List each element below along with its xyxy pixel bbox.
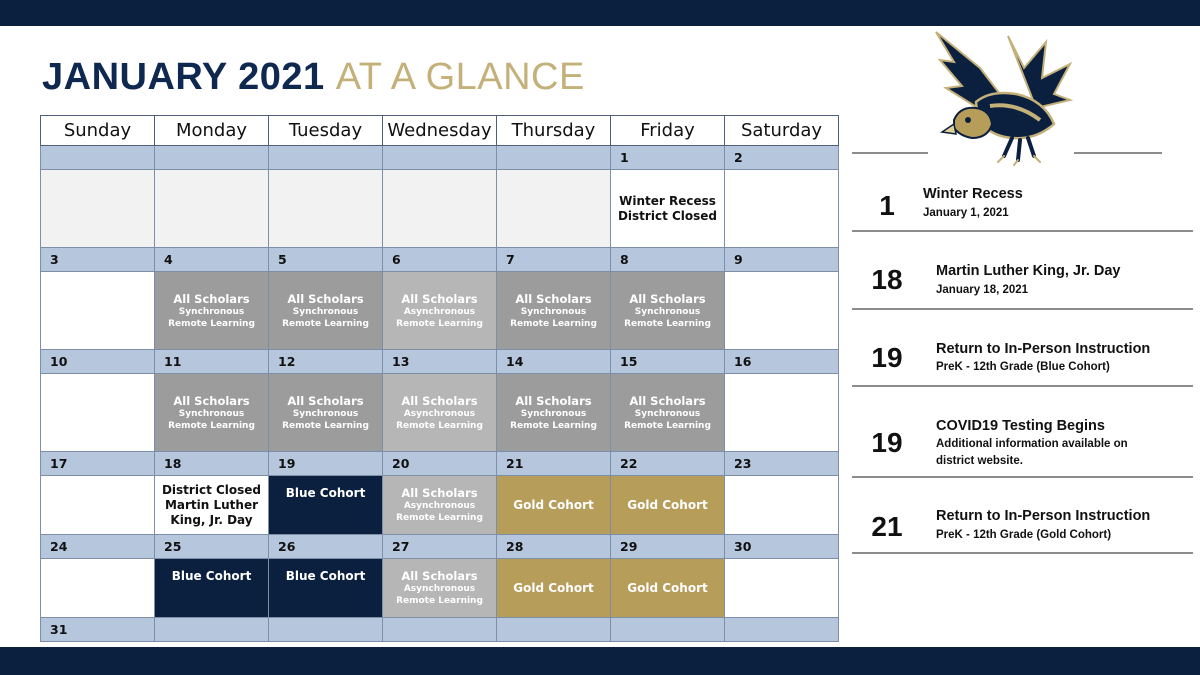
day-cell — [41, 374, 155, 452]
date-cell — [611, 618, 725, 642]
date-row — [41, 248, 839, 272]
bottom-banner — [0, 647, 1200, 675]
date-cell: 20 — [383, 452, 497, 476]
date-cell: 26 — [269, 535, 383, 559]
day-cell — [155, 170, 269, 248]
event-type: Remote Learning — [510, 318, 597, 329]
day-cell-blue-cohort — [269, 559, 383, 618]
date-cell: 30 — [725, 535, 839, 559]
event-type: Remote Learning — [168, 420, 255, 431]
date-cell: 7 — [497, 248, 611, 272]
date-cell — [269, 146, 383, 170]
date-cell — [725, 618, 839, 642]
event-label: District Closed — [617, 208, 718, 223]
weekday-saturday: Saturday — [725, 116, 839, 146]
event-day: 19 — [871, 342, 903, 373]
event-mode: Synchronous — [520, 306, 587, 317]
event-type: Remote Learning — [396, 513, 483, 523]
date-cell: 10 — [41, 350, 155, 374]
date-cell: 19 — [269, 452, 383, 476]
divider — [852, 308, 1193, 310]
date-cell: 24 — [41, 535, 155, 559]
event-desc: district website. — [936, 455, 1023, 467]
divider — [852, 152, 928, 154]
week-content-row — [41, 272, 839, 350]
day-cell — [725, 476, 839, 535]
day-cell-async — [383, 374, 497, 452]
week-content-row — [41, 559, 839, 618]
event-desc: PreK - 12th Grade (Blue Cohort) — [936, 361, 1110, 373]
event-item — [852, 409, 1192, 477]
day-cell-sync — [155, 272, 269, 350]
date-cell — [155, 618, 269, 642]
event-label: All Scholars — [173, 291, 250, 306]
day-cell-mlk — [155, 476, 269, 535]
event-name: COVID19 Testing Begins — [936, 418, 1105, 434]
event-day: 19 — [871, 427, 903, 458]
event-mode: Synchronous — [292, 306, 359, 317]
event-type: Remote Learning — [624, 420, 711, 431]
event-type: Remote Learning — [396, 596, 483, 606]
day-cell-async — [383, 559, 497, 618]
day-cell-async — [383, 272, 497, 350]
weekday-thursday: Thursday — [497, 116, 611, 146]
weekday-friday: Friday — [611, 116, 725, 146]
event-label: All Scholars — [629, 393, 706, 408]
event-name: Return to In-Person Instruction — [936, 508, 1151, 524]
date-cell: 11 — [155, 350, 269, 374]
event-item — [852, 176, 1192, 232]
date-cell: 21 — [497, 452, 611, 476]
date-cell: 13 — [383, 350, 497, 374]
date-cell: 18 — [155, 452, 269, 476]
date-row — [41, 618, 839, 642]
date-cell: 27 — [383, 535, 497, 559]
date-cell — [269, 618, 383, 642]
event-mode: Synchronous — [292, 408, 359, 419]
day-cell-blue-cohort — [269, 476, 383, 535]
event-desc: January 1, 2021 — [923, 207, 1009, 219]
date-cell — [383, 146, 497, 170]
event-item — [852, 254, 1192, 310]
event-day: 21 — [871, 511, 903, 542]
eagle-mascot-icon — [920, 28, 1080, 166]
event-label: All Scholars — [173, 393, 250, 408]
event-day: 1 — [879, 190, 895, 221]
event-mode: Synchronous — [634, 408, 701, 419]
event-label: Blue Cohort — [171, 569, 252, 583]
date-cell: 4 — [155, 248, 269, 272]
event-label: District Closed — [161, 482, 262, 497]
title-month: JANUARY 2021 — [42, 56, 325, 98]
day-cell — [725, 170, 839, 248]
page-title — [42, 56, 585, 99]
date-cell: 25 — [155, 535, 269, 559]
date-cell: 6 — [383, 248, 497, 272]
event-label: All Scholars — [401, 291, 478, 306]
divider — [852, 552, 1193, 554]
event-type: Remote Learning — [624, 318, 711, 329]
date-cell: 3 — [41, 248, 155, 272]
event-name: Return to In-Person Instruction — [936, 341, 1151, 357]
event-label: All Scholars — [401, 393, 478, 408]
day-cell-blue-cohort — [155, 559, 269, 618]
event-label: All Scholars — [401, 569, 478, 583]
weekday-tuesday: Tuesday — [269, 116, 383, 146]
date-cell: 16 — [725, 350, 839, 374]
top-banner — [0, 0, 1200, 26]
event-label: All Scholars — [629, 291, 706, 306]
week-content-row — [41, 476, 839, 535]
event-label: Gold Cohort — [513, 497, 594, 512]
event-mode: Asynchronous — [403, 306, 476, 317]
event-label: King, Jr. Day — [170, 512, 253, 527]
day-cell-gold-cohort — [611, 476, 725, 535]
date-cell: 28 — [497, 535, 611, 559]
divider — [852, 230, 1193, 232]
day-cell — [41, 170, 155, 248]
date-row — [41, 350, 839, 374]
event-label: All Scholars — [401, 486, 478, 500]
day-cell — [41, 272, 155, 350]
date-cell: 9 — [725, 248, 839, 272]
date-row — [41, 452, 839, 476]
date-cell: 29 — [611, 535, 725, 559]
event-label: Martin Luther — [164, 497, 259, 512]
divider — [852, 476, 1193, 478]
date-row — [41, 146, 839, 170]
event-desc: January 18, 2021 — [936, 284, 1029, 296]
event-type: Remote Learning — [510, 420, 597, 431]
event-type: Remote Learning — [396, 318, 483, 329]
event-label: Gold Cohort — [627, 580, 708, 595]
event-label: Gold Cohort — [513, 580, 594, 595]
event-type: Remote Learning — [282, 318, 369, 329]
date-cell: 1 — [611, 146, 725, 170]
day-cell-sync — [611, 272, 725, 350]
date-cell: 22 — [611, 452, 725, 476]
event-day: 18 — [871, 264, 903, 295]
day-cell-async — [383, 476, 497, 535]
event-item — [852, 332, 1192, 388]
day-cell-gold-cohort — [497, 559, 611, 618]
date-cell: 31 — [41, 618, 155, 642]
day-cell — [41, 559, 155, 618]
event-desc: PreK - 12th Grade (Gold Cohort) — [936, 529, 1112, 541]
date-cell: 8 — [611, 248, 725, 272]
date-cell — [41, 146, 155, 170]
event-label: Blue Cohort — [285, 486, 366, 500]
date-cell: 17 — [41, 452, 155, 476]
event-label: All Scholars — [287, 393, 364, 408]
event-mode: Synchronous — [178, 408, 245, 419]
event-mode: Synchronous — [178, 306, 245, 317]
divider — [852, 385, 1193, 387]
day-cell-sync — [497, 374, 611, 452]
weekday-sunday: Sunday — [41, 116, 155, 146]
day-cell — [725, 272, 839, 350]
event-item — [852, 499, 1192, 555]
event-label: Winter Recess — [619, 193, 716, 208]
day-cell-sync — [155, 374, 269, 452]
divider — [1074, 152, 1162, 154]
day-cell — [497, 170, 611, 248]
event-mode: Asynchronous — [403, 501, 476, 511]
event-mode: Asynchronous — [403, 584, 476, 594]
day-cell — [41, 476, 155, 535]
title-at-a-glance: AT A GLANCE — [335, 56, 585, 98]
date-cell — [497, 146, 611, 170]
day-cell-sync — [497, 272, 611, 350]
date-cell: 12 — [269, 350, 383, 374]
date-row — [41, 535, 839, 559]
day-cell — [725, 374, 839, 452]
event-label: Gold Cohort — [627, 497, 708, 512]
event-type: Remote Learning — [168, 318, 255, 329]
day-cell-gold-cohort — [497, 476, 611, 535]
event-name: Martin Luther King, Jr. Day — [936, 263, 1121, 279]
event-name: Winter Recess — [923, 186, 1023, 202]
date-cell — [383, 618, 497, 642]
day-cell-winter-recess — [611, 170, 725, 248]
weekday-monday: Monday — [155, 116, 269, 146]
event-mode: Synchronous — [634, 306, 701, 317]
date-cell — [497, 618, 611, 642]
event-type: Remote Learning — [396, 420, 483, 431]
date-cell: 5 — [269, 248, 383, 272]
event-label: All Scholars — [515, 291, 592, 306]
event-desc: Additional information available on — [936, 438, 1128, 450]
date-cell: 15 — [611, 350, 725, 374]
calendar-grid — [40, 115, 839, 642]
event-label: Blue Cohort — [285, 569, 366, 583]
event-mode: Synchronous — [520, 408, 587, 419]
day-cell — [383, 170, 497, 248]
day-cell-sync — [269, 374, 383, 452]
weekday-header-row — [41, 116, 839, 146]
day-cell-sync — [611, 374, 725, 452]
event-label: All Scholars — [287, 291, 364, 306]
date-cell: 23 — [725, 452, 839, 476]
weekday-wednesday: Wednesday — [383, 116, 497, 146]
date-cell — [155, 146, 269, 170]
week-content-row — [41, 374, 839, 452]
day-cell — [269, 170, 383, 248]
event-mode: Asynchronous — [403, 408, 476, 419]
day-cell — [725, 559, 839, 618]
day-cell-gold-cohort — [611, 559, 725, 618]
week-content-row — [41, 170, 839, 248]
date-cell: 2 — [725, 146, 839, 170]
event-label: All Scholars — [515, 393, 592, 408]
date-cell: 14 — [497, 350, 611, 374]
day-cell-sync — [269, 272, 383, 350]
event-type: Remote Learning — [282, 420, 369, 431]
